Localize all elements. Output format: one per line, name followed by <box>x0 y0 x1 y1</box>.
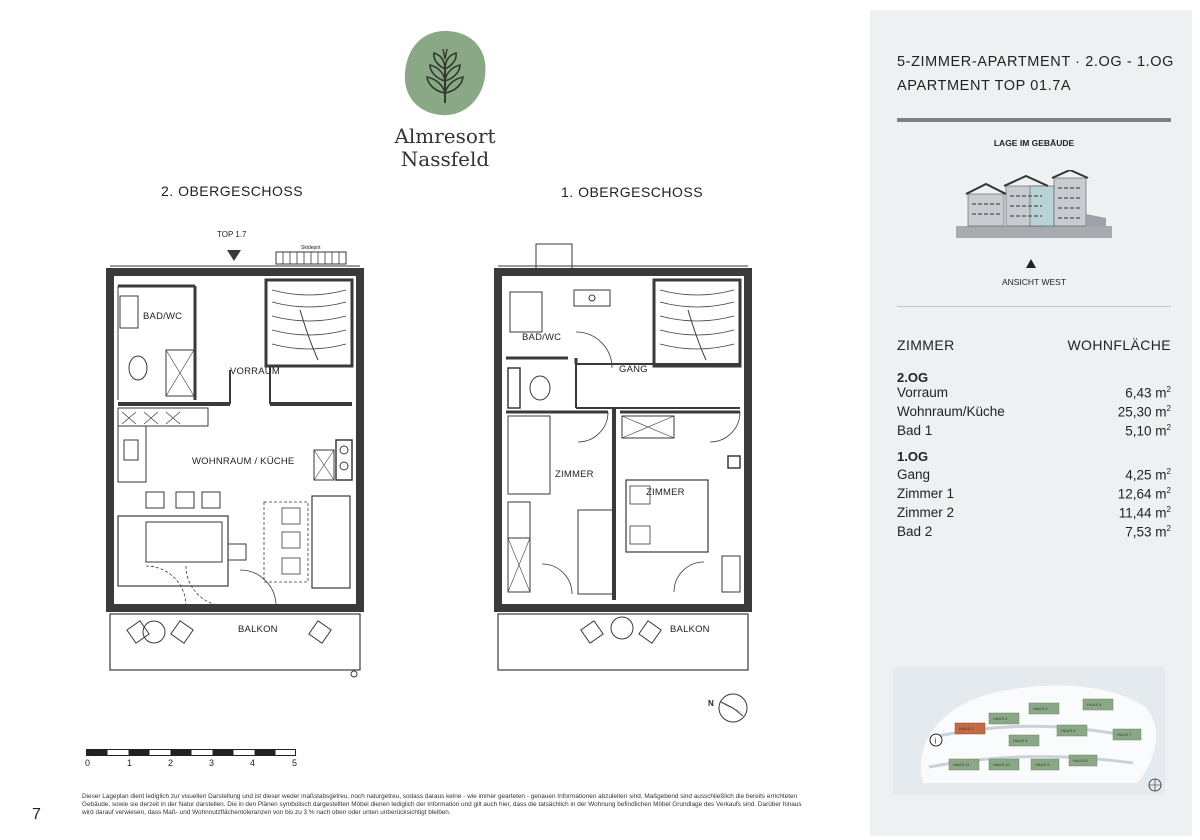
room-wohnraum: WOHNRAUM / KÜCHE <box>192 456 295 467</box>
room-name: Bad 1 <box>897 423 933 438</box>
scale-tick: 2 <box>168 758 174 768</box>
plan-title-lower: 1. OBERGESCHOSS <box>561 184 704 200</box>
house-label: HAUS 3 <box>1033 706 1048 711</box>
area-row <box>897 505 1171 524</box>
compass-icon <box>703 690 751 726</box>
house-label: HAUS 5 <box>1013 738 1028 743</box>
room-name: Bad 2 <box>897 524 933 539</box>
house-label: HAUS 9 <box>1035 762 1050 767</box>
room-area: 12,64 $m^2$ <box>1117 486 1171 502</box>
group-2og: 2.OG <box>897 370 929 385</box>
room-name: Vorraum <box>897 385 949 400</box>
area-row <box>897 404 1171 423</box>
room-bad-1og: BAD/WC <box>522 332 562 343</box>
brand-logo <box>380 25 510 171</box>
room-balkon-2og: BALKON <box>238 624 278 635</box>
brand-name-line2: Nassfeld <box>400 147 490 171</box>
area-row <box>897 524 1171 543</box>
room-name: Wohnraum/Küche <box>897 404 1005 419</box>
apartment-title-line1: 5-ZIMMER-APARTMENT · 2.OG - 1.OG <box>897 54 1174 70</box>
room-zimmer-1: ZIMMER <box>555 469 594 480</box>
lage-label: LAGE IM GEBÄUDE <box>993 138 1075 148</box>
apartment-title-line2: APARTMENT TOP 01.7A <box>897 78 1072 94</box>
group-1og: 1.OG <box>897 449 929 464</box>
scale-tick: 4 <box>250 758 256 768</box>
room-area: 4,25 $m^2$ <box>1125 467 1171 483</box>
scale-tick: 3 <box>209 758 215 768</box>
skidepot-label: Skidepot <box>301 245 321 251</box>
building-elevation-icon <box>956 170 1112 242</box>
room-area: 5,10 $m^2$ <box>1125 423 1171 439</box>
area-row <box>897 467 1171 486</box>
house-label: HAUS 11 <box>953 762 970 767</box>
scale-bar <box>86 749 298 757</box>
area-row <box>897 423 1171 442</box>
house-label: HAUS 6 <box>1061 728 1076 733</box>
divider-bar <box>897 118 1171 122</box>
house-label: HAUS 7 <box>1117 732 1132 737</box>
column-zimmer: ZIMMER <box>897 337 955 353</box>
room-area: 25,30 $m^2$ <box>1117 404 1171 420</box>
scale-tick: 0 <box>85 758 91 768</box>
room-bad-2og: BAD/WC <box>143 311 183 322</box>
scale-tick: 5 <box>292 758 298 768</box>
room-name: Zimmer 2 <box>897 505 954 520</box>
room-zimmer-2: ZIMMER <box>646 487 685 498</box>
house-label: HAUS 2 <box>993 716 1008 721</box>
leaf-seal-icon <box>397 25 493 121</box>
page-number: 7 <box>32 806 41 823</box>
top-label: TOP 1.7 <box>217 230 247 239</box>
scale-tick: 1 <box>127 758 133 768</box>
view-arrow-icon <box>1026 259 1036 268</box>
ansicht-label: ANSICHT WEST <box>1001 277 1067 287</box>
room-area: 11,44 $m^2$ <box>1118 505 1171 521</box>
room-gang: GANG <box>619 364 648 375</box>
room-area: 7,53 $m^2$ <box>1125 524 1171 540</box>
room-name: Gang <box>897 467 931 482</box>
room-vorraum: VORRAUM <box>230 366 280 377</box>
room-name: Zimmer 1 <box>897 486 954 501</box>
apartment-title <box>897 50 1174 98</box>
apartment-info-panel <box>870 10 1192 836</box>
info-pin-letter: i <box>934 736 937 746</box>
disclaimer: Dieser Lageplan dient lediglich zur visuellen Darstellung und ist dieser weder maßstabsgetreu, noch naturgetreu, sodass daraus keine - wie immer gearteten - genauen Informationen abzuleiten sind. Maßgebend sind ausschließlich die bereits errichteten Gebäude, sowie sie derzeit in der Natur darstellen. Die in den Plänen symbolisch dargestellten Möbel dienen lediglich der Information und gilt auch hier, dass die tatsächlich in der Wohnung befindlichen Möbel Grundlage des Verkaufs sind. Darüber hinaus wird darauf verwiesen, dass Maß- und Wohnnutzflächentoleranzen von bis zu 3 % nach oben oder unten unberücksichtigt bleiben. <box>82 793 802 816</box>
house-label: HAUS 4 <box>1087 702 1102 707</box>
floorplan-1og <box>488 240 758 680</box>
room-area: 6,43 $m^2$ <box>1125 385 1171 401</box>
site-plan-map <box>893 667 1165 795</box>
area-row <box>897 486 1171 505</box>
column-wohnflaeche: WOHNFLÄCHE <box>1067 337 1171 353</box>
house-label: HAUS 8 <box>1073 758 1088 763</box>
house-label: HAUS 1 <box>959 726 974 731</box>
brand-name-line1: Almresort <box>394 124 496 148</box>
divider-line <box>897 306 1171 307</box>
area-row <box>897 385 1171 404</box>
room-balkon-1og: BALKON <box>670 624 710 635</box>
compass-letter: N <box>708 699 714 708</box>
house-label: HAUS 10 <box>993 762 1010 767</box>
plan-title-upper: 2. OBERGESCHOSS <box>161 183 304 199</box>
scale-ticks <box>82 758 312 770</box>
